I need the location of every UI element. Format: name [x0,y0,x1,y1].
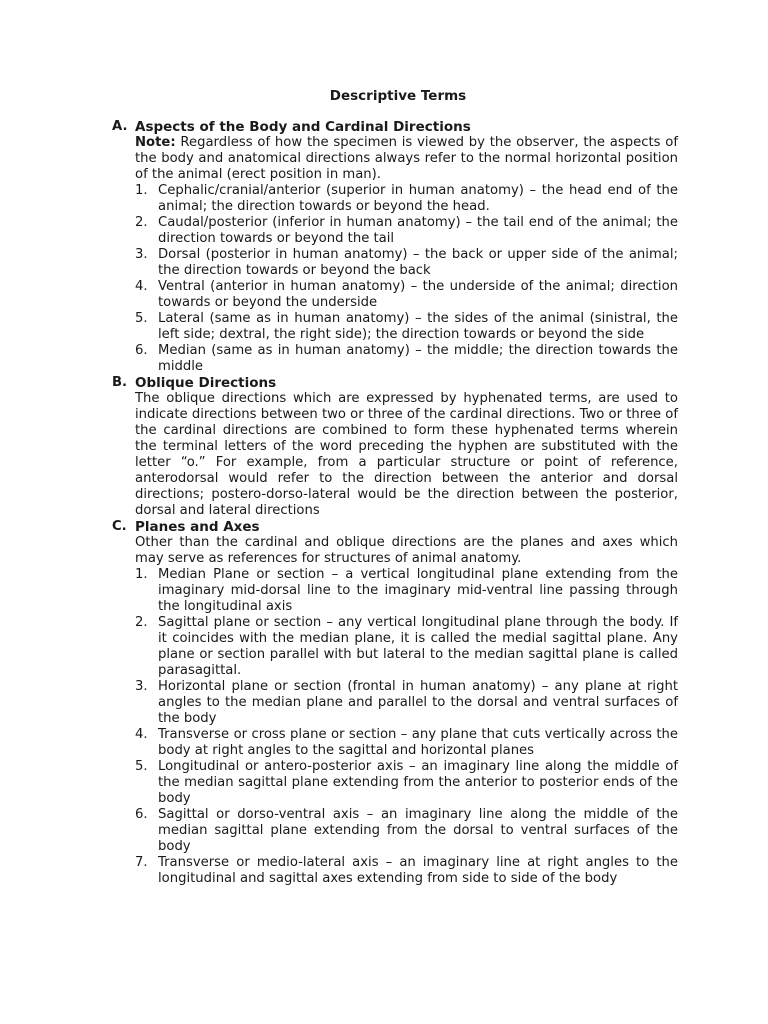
section-heading: Oblique Directions [135,375,277,391]
item-number: 5. [135,759,148,774]
list-item [135,311,678,343]
item-text: Horizontal plane or section (frontal in human anatomy) – any plane at right angles to the median plane and parallel to the dorsal and ventral surfaces of the body [158,679,678,726]
list-item [135,279,678,311]
list-item [135,567,678,615]
list-item [135,615,678,679]
item-number: 3. [135,679,148,694]
item-text: Caudal/posterior (inferior in human anatomy) – the tail end of the animal; the direction towards or beyond the tail [158,215,678,246]
section-a [112,119,678,375]
list-item [135,727,678,759]
list-item [135,807,678,855]
item-number: 3. [135,247,148,262]
note-paragraph [135,135,678,183]
list-item [135,855,678,887]
item-number: 2. [135,615,148,630]
section-c [112,519,678,887]
section-letter: C. [112,519,127,534]
item-text: Sagittal or dorso-ventral axis – an imaginary line along the middle of the median sagittal plane extending from the dorsal to ventral surfaces of the body [158,807,678,854]
list-item [135,215,678,247]
item-text: Ventral (anterior in human anatomy) – the underside of the animal; direction towards or beyond the underside [158,279,678,310]
item-text: Transverse or medio-lateral axis – an imaginary line at right angles to the longitudinal and sagittal axes extending from side to side of the body [158,855,678,886]
section-paragraph: The oblique directions which are expressed by hyphenated terms, are used to indicate directions between two or three of the cardinal directions. Two or three of the cardinal directions are combined to form these hyphenated terms wherein the terminal letters of the word preceding the hyphen are substituted with the letter “o.” For example, from a particular structure or point of reference, anterodorsal would refer to the direction between the anterior and dorsal directions; postero-dorso-lateral would be the direction between the posterior, dorsal and lateral directions [135,391,678,518]
item-text: Median (same as in human anatomy) – the middle; the direction towards the middle [158,343,678,374]
list-item [135,343,678,375]
note-text: Regardless of how the specimen is viewed by the observer, the aspects of the body and anatomical directions always refer to the normal horizontal position of the animal (erect position in man). [135,135,678,182]
item-number: 7. [135,855,148,870]
section-letter: A. [112,119,128,134]
section-paragraph: Other than the cardinal and oblique directions are the planes and axes which may serve as references for structures of animal anatomy. [135,535,678,566]
section-heading: Aspects of the Body and Cardinal Directions [135,119,471,135]
section-letter: B. [112,375,128,390]
list-item [135,679,678,727]
planes-axes-list [135,567,678,887]
item-text: Dorsal (posterior in human anatomy) – the back or upper side of the animal; the direction towards or beyond the back [158,247,678,278]
list-item [135,247,678,279]
item-text: Cephalic/cranial/anterior (superior in human anatomy) – the head end of the animal; the direction towards or beyond the head. [158,183,678,214]
item-number: 6. [135,807,148,822]
item-number: 1. [135,567,148,582]
section-heading: Planes and Axes [135,519,260,535]
list-item [135,759,678,807]
cardinal-directions-list [135,183,678,375]
list-item [135,183,678,215]
document-page [112,88,678,887]
item-text: Sagittal plane or section – any vertical longitudinal plane through the body. If it coincides with the median plane, it is called the medial sagittal plane. Any plane or section parallel with but lateral to the median sagittal plane is called parasagittal. [158,615,678,678]
item-text: Longitudinal or antero-posterior axis – an imaginary line along the middle of the median sagittal plane extending from the anterior to posterior ends of the body [158,759,678,806]
item-number: 4. [135,727,148,742]
item-number: 4. [135,279,148,294]
item-text: Transverse or cross plane or section – any plane that cuts vertically across the body at right angles to the sagittal and horizontal planes [158,727,678,758]
item-text: Median Plane or section – a vertical longitudinal plane extending from the imaginary mid-dorsal line to the imaginary mid-ventral line passing through the longitudinal axis [158,567,678,614]
section-b [112,375,678,519]
item-text: Lateral (same as in human anatomy) – the sides of the animal (sinistral, the left side; dextral, the right side); the direction towards or beyond the side [158,311,678,342]
item-number: 5. [135,311,148,326]
item-number: 6. [135,343,148,358]
page-title: Descriptive Terms [329,88,467,104]
note-label: Note: [135,135,176,150]
item-number: 2. [135,215,148,230]
item-number: 1. [135,183,148,198]
